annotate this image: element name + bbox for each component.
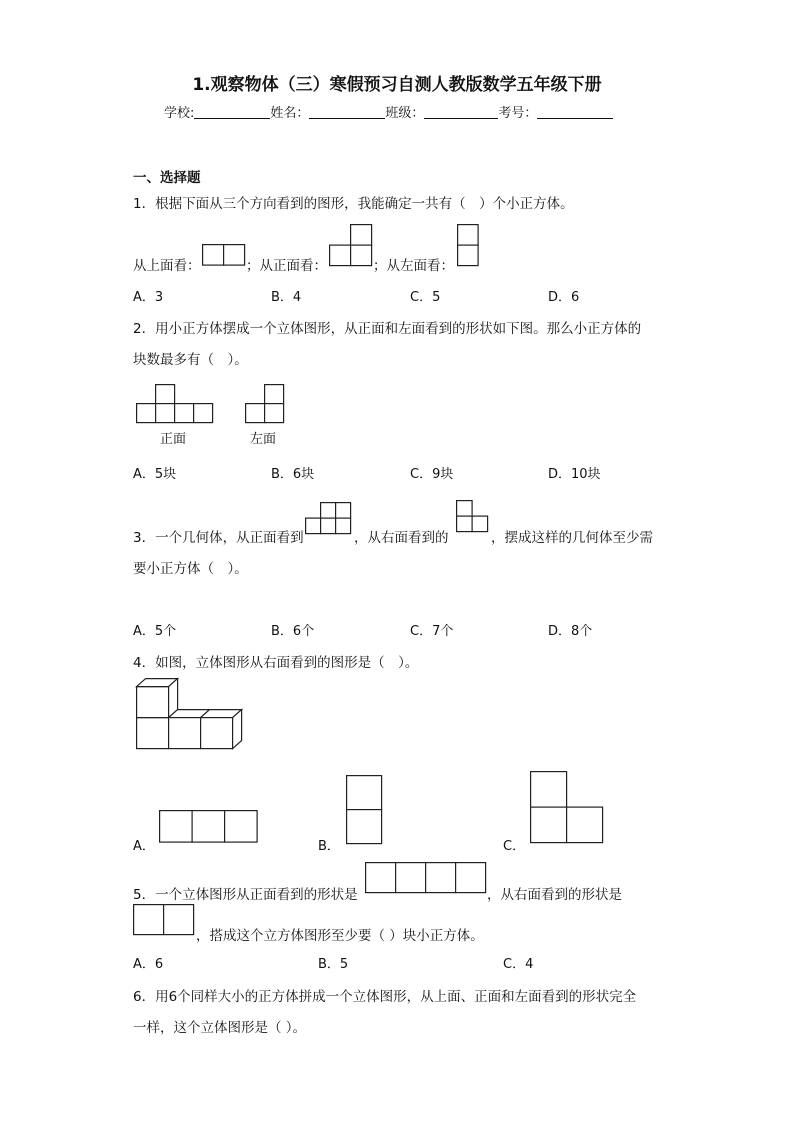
q4-option-a-figure[interactable] [159,810,258,843]
q2-line1: 2．用小正方体摆成一个立体图形，从正面和左面看到的形状如下图。那么小正方体的 [133,321,642,337]
q3-part2: ，从右面看到的 [354,530,449,546]
name-label: 姓名： [270,106,310,121]
name-blank [309,104,385,119]
q1-front-label: ；从正面看： [246,258,327,274]
q1-text: 1．根据下面从三个方向看到的图形，我能确定一共有（ ）个小正方体。 [133,196,574,212]
q5-part1: 5．一个立体图形从正面看到的形状是 [133,887,358,903]
section-heading: 一、选择题 [133,170,201,186]
q2-front-caption: 正面 [160,432,187,447]
school-blank [194,104,270,119]
q2-option-b[interactable]: B．6块 [271,467,315,482]
q1-option-b[interactable]: B．4 [271,290,302,305]
q3-part1: 3．一个几何体，从正面看到 [133,530,304,546]
q2-front-view-figure [136,384,214,424]
q3-line2: 要小正方体（ ）。 [133,561,248,577]
q2-line2: 块数最多有（ ）。 [133,352,248,368]
q3-option-a[interactable]: A．5个 [133,624,177,639]
q5-front-view-figure [365,862,488,894]
q5-option-b[interactable]: B．5 [318,957,349,972]
q4-option-b[interactable]: B． [318,839,340,854]
q4-option-b-figure[interactable] [346,775,383,845]
q3-option-b[interactable]: B．6个 [271,624,315,639]
q2-left-caption: 左面 [250,432,277,447]
class-label: 班级： [385,106,425,121]
q4-option-c-figure[interactable] [530,771,604,844]
q4-solid-figure [136,678,246,750]
q3-option-c[interactable]: C．7个 [410,624,454,639]
q5-option-a[interactable]: A．6 [133,957,164,972]
q2-left-view-figure [245,384,285,424]
q5-option-c[interactable]: C．4 [503,957,534,972]
number-blank [537,104,613,119]
q3-front-view-figure [305,502,353,535]
number-label: 考号： [498,106,538,121]
q1-top-view-figure [202,244,246,266]
q1-left-label: ；从左面看： [373,258,454,274]
q6-line2: 一样，这个立体图形是（ ）。 [133,1020,307,1036]
q3-option-d[interactable]: D．8个 [548,624,593,639]
q1-top-label: 从上面看： [133,258,201,274]
q6-line1: 6．用6个同样大小的正方体拼成一个立体图形，从上面、正面和左面看到的形状完全 [133,989,637,1005]
q1-option-c[interactable]: C．5 [410,290,441,305]
info-line [164,102,613,121]
q5-line2: ，搭成这个立方体图形至少要（ ）块小正方体。 [196,928,484,944]
school-label: 学校: [164,106,195,121]
q4-option-a[interactable]: A． [133,839,155,854]
q3-part3: ，摆成这样的几何体至少需 [491,530,653,546]
q1-option-a[interactable]: A．3 [133,290,164,305]
q3-right-view-figure [456,500,490,534]
q5-right-view-figure [133,904,195,936]
q2-option-c[interactable]: C．9块 [410,467,454,482]
q5-part2: ，从右面看到的形状是 [487,887,622,903]
q4-text: 4．如图，立体图形从右面看到的图形是（ ）。 [133,655,419,671]
q2-option-a[interactable]: A．5块 [133,467,177,482]
q1-front-view-figure [329,224,373,267]
q1-option-d[interactable]: D．6 [548,290,580,305]
class-blank [424,104,498,119]
page-title: 1.观察物体（三）寒假预习自测人教版数学五年级下册 [192,75,602,95]
q4-option-c[interactable]: C． [503,839,526,854]
q2-option-d[interactable]: D．10块 [548,467,601,482]
q1-left-view-figure [457,224,479,267]
